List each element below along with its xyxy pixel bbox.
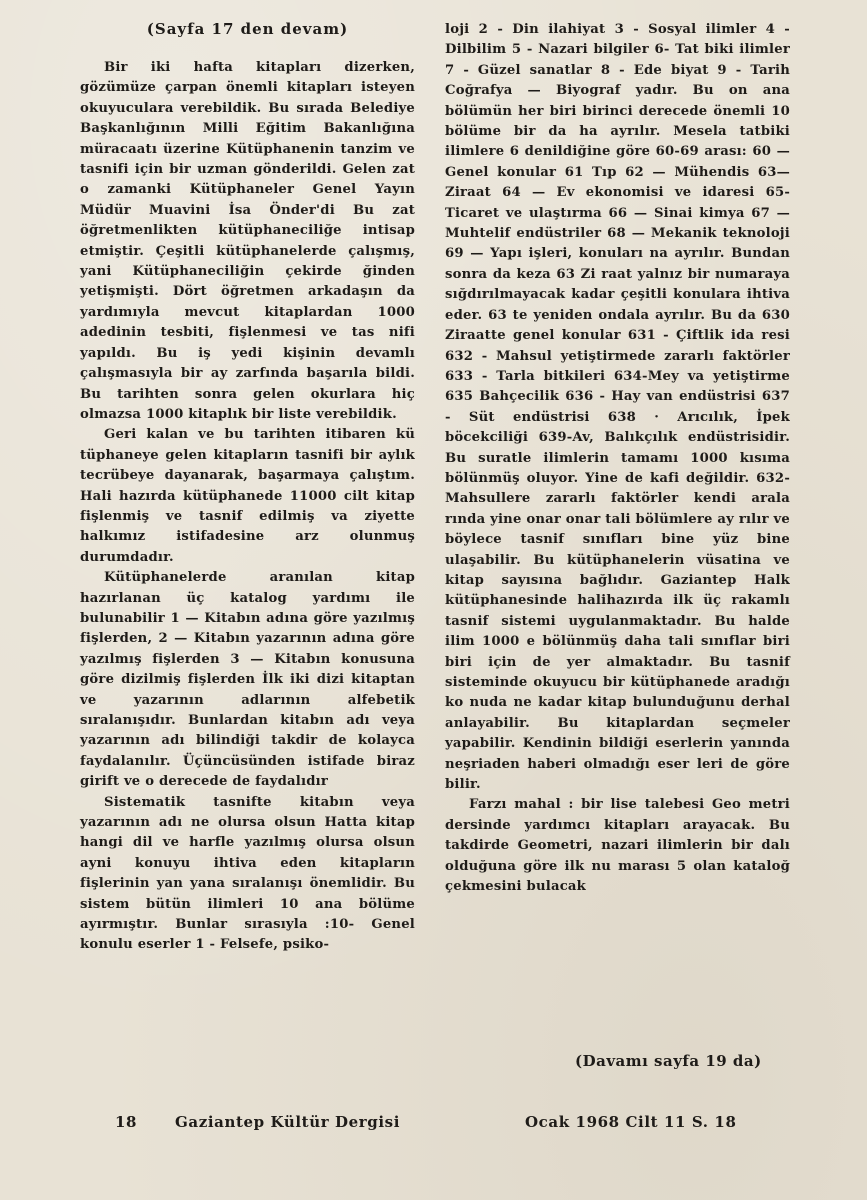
magazine-title: Gaziantep Kültür Dergisi — [175, 1113, 401, 1131]
left-column — [80, 20, 415, 956]
continued-to-note: (Davamı sayfa 19 da) — [575, 1052, 762, 1070]
issue-info: Ocak 1968 Cilt 11 S. 18 — [525, 1113, 737, 1131]
continued-from-note: (Sayfa 17 den devam) — [146, 20, 349, 38]
right-column — [445, 20, 790, 897]
page-number: 18 — [115, 1113, 138, 1131]
paragraph-5: loji 2 - Din ilahiyat 3 - Sosyal ilimler 4 - Dilbilim 5 - Nazari bilgiler 6- Tat biki ilimler 7 - Güzel sanatlar 8 - Ede biyat 9 - Tarih Coğrafya — Biyograf yadır. Bu on ana bölümün her biri birinci derecede önemli 10 bölüme bir da ha ayrılır. Mesela tatbiki ilimlere 6 denildiğine göre 60-69 arası: 60 — Genel konular 61 Tıp 62 — Mühendis 63—Ziraat 64 — Ev ekonomisi ve idaresi 65- Ticaret ve ulaştırma 66 — Sinai kimya 67 — Muhtelif endüstriler 68 — Mekanik teknoloji 69 — Yapı işleri, konuları na ayrılır. Bundan sonra da keza 63 Zi raat yalnız bir numaraya sığdırılmayacak kadar çeşitli konulara ihtiva eder. 63 te yeniden ondala ayrılır. Bu da 630 Ziraatte genel konular 631 - Çiftlik ida resi 632 - Mahsul yetiştirmede zararlı faktörler 633 - Tarla bitkileri 634-Mey va yetiştirme 635 Bahçecilik 636 - Hay van endüstrisi 637 - Süt endüstrisi 638 · Arıcılık, İpek böcekciliği 639-Av, Balıkçılık endüstrisidir. Bu suratle ilimlerin tamamı 1000 kısıma bölünmüş oluyor. Yine de kafi değildir. 632- Mahsullere zararlı faktörler kendi arala rında yine onar onar tali bölümlere ay rılır ve böylece tasnif sınıfları bine yüz bine ulaşabilir. Bu kütüphanelerin vüsatina ve kitap sayısına bağlıdır. Gaziantep Halk kütüphanesinde halihazırda ilk üç rakamlı tasnif sistemi uygulanmaktadır. Bu halde ilim 1000 e bölünmüş daha tali sınıflar biri biri için de yer almaktadır. Bu tasnif sisteminde okuyucu bir kütüphanede aradığı ko nuda ne kadar kitap bulunduğunu derhal anlayabilir. Bu kitaplardan seçmeler yapabilir. Kendinin bildiği eserlerin yanında neşriaden haberi olmadığı eser leri de göre bilir. — [445, 22, 790, 793]
paragraph-3: Kütüphanelerde aranılan kitap hazırlanan üç katalog yardımı ile bulunabilir 1 — Kitabın adına göre yazılmış fişlerden, 2 — Kitabın yazarının adına göre yazılmış fişlerden 3 — Kitabın konusuna göre dizilmiş fişlerden İlk iki dizi kitaptan ve yazarının adlarının alfebetik sıralanışıdır. Bunlardan kitabın adı veya yazarının adı bilindiği takdir de kolayca faydalanılır. Üçüncüsünden istifade biraz girift ve o derecede de faydalıdır — [80, 570, 415, 790]
paragraph-4: Sistematik tasnifte kitabın veya yazarının adı ne olursa olsun Hatta kitap hangi dil ve harfle yazılmış olursa olsun ayni konuyu ihtiva eden kitapların fişlerinin yan yana sıralanışı önemlidir. Bu sistem bütün ilimleri 10 ana bölüme ayırmıştır. Bunlar sırasıyla :10- Genel konulu eserler 1 - Felsefe, psiko- — [80, 794, 415, 953]
paragraph-1: Bir iki hafta kitapları dizerken, gözümüze çarpan önemli kitapları isteyen okuyuculara verebildik. Bu sırada Belediye Başkanlığının Milli Eğitim Bakanlığına müracaatı üzerine Kütüphanenin tanzim ve tasnifi için bir uzman gönderildi. Gelen zat o zamanki Kütüphaneler Genel Yayın Müdür Muavini İsa Önder'di Bu zat öğretmenlikten kütüphaneciliğe intisap etmiştir. Çeşitli kütüphanelerde çalışmış, yani Kütüphaneciliğin çekirde ğinden yetişmişti. Dört öğretmen arkadaşın da yardımıyla mevcut kitaplardan 1000 adedinin tesbiti, fişlenmesi ve tas nifi yapıldı. Bu iş yedi kişinin devamlı çalışmasıyla bir ay zarfında başarıla bildi. Bu tarihten sonra gelen okurlara hiç olmazsa 1000 kitaplık bir liste verebildik. — [80, 60, 415, 422]
paragraph-6: Farzı mahal : bir lise talebesi Geo metri dersinde yardımcı kitapları arayacak. Bu takdirde Geometri, nazari ilimlerin bir dalı olduğuna göre ilk nu marası 5 olan kataloğ çekmesini bulacak — [445, 797, 790, 895]
paragraph-2: Geri kalan ve bu tarihten itibaren kü tüphaneye gelen kitapların tasnifi bir aylık tecrübeye dayanarak, başarmaya çalıştım. Hali hazırda kütüphanede 11000 cilt kitap fişlenmiş ve tasnif edilmiş va ziyette halkımız istifadesine arz olunmuş durumdadır. — [80, 427, 415, 565]
